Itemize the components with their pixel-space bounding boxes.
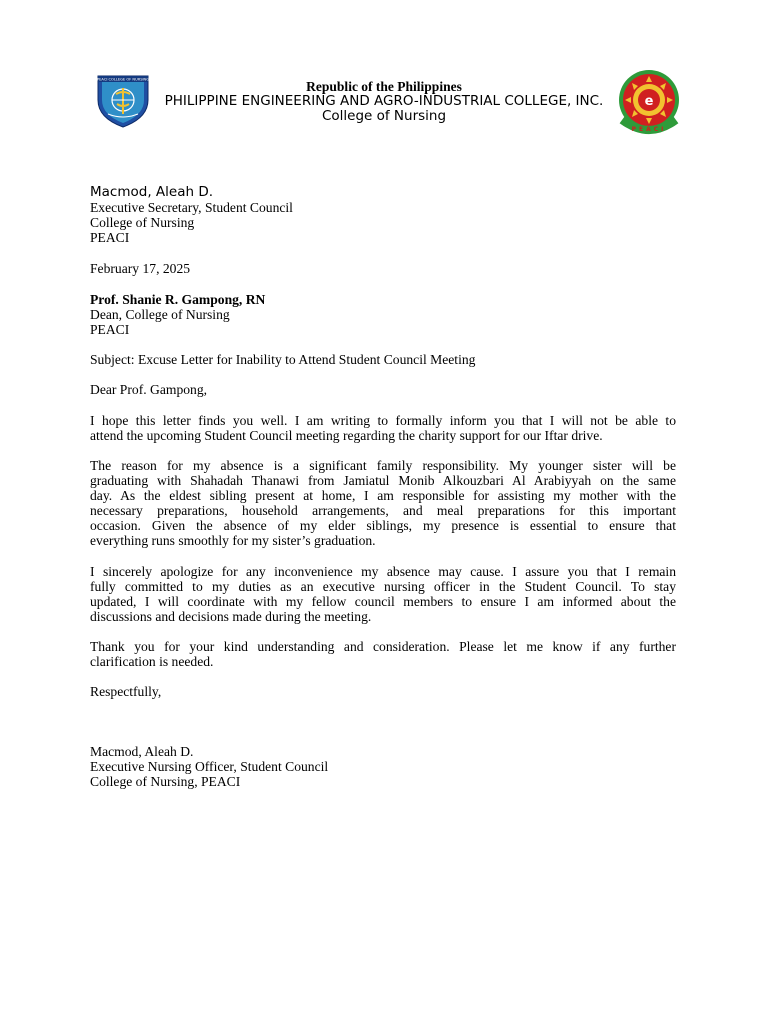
signature-title: Executive Nursing Officer, Student Council — [90, 759, 329, 774]
paragraph-line: updated, I will coordinate with my fellow council members to ensure I am informed about the — [90, 594, 676, 609]
sender-title: Executive Secretary, Student Council — [90, 200, 293, 215]
paragraph-line: graduating with Shahadah Thanawi from Jamiatul Monib Alkouzbari Al Arabiyyah on the same — [90, 473, 676, 488]
body-paragraph-2 — [90, 458, 676, 548]
paragraph-line: day. As the eldest sibling present at home, I am responsible for assisting my mother with the — [90, 488, 676, 503]
body-paragraph-3 — [90, 564, 676, 624]
seal-text: PEACI — [631, 126, 667, 133]
paragraph-line: I hope this letter finds you well. I am writing to formally inform you that I will not be able to — [90, 413, 676, 428]
letter-date: February 17, 2025 — [90, 261, 191, 276]
letterhead-country: Republic of the Philippines — [306, 79, 462, 94]
closing: Respectfully, — [90, 684, 162, 699]
recipient-title: Dean, College of Nursing — [90, 307, 230, 322]
paragraph-line: clarification is needed. — [90, 654, 214, 669]
salutation: Dear Prof. Gampong, — [90, 382, 208, 397]
signature-block — [90, 744, 676, 789]
sender-name: Macmod, Aleah D. — [90, 184, 214, 200]
paragraph-line: necessary preparations, household arrangements, and meal preparations for this important — [90, 503, 676, 518]
recipient-name: Prof. Shanie R. Gampong, RN — [90, 292, 266, 307]
body-paragraph-4 — [90, 639, 676, 669]
letterhead — [0, 79, 768, 124]
sender-department: College of Nursing — [90, 215, 195, 230]
salutation-block — [90, 382, 676, 397]
letter-date-block — [90, 261, 676, 276]
seal-text: PEACI COLLEGE OF NURSING — [96, 77, 150, 82]
paragraph-line: I sincerely apologize for any inconvenience my absence may cause. I assure you that I remain — [90, 564, 676, 579]
paragraph-line: occasion. Given the absence of my elder siblings, my presence is essential to ensure that — [90, 518, 676, 533]
sender-school: PEACI — [90, 230, 130, 245]
body-paragraph-1 — [90, 413, 676, 443]
letterhead-institution: PHILIPPINE ENGINEERING AND AGRO-INDUSTRIAL COLLEGE, INC. — [164, 93, 604, 109]
paragraph-line: The reason for my absence is a significant family responsibility. My younger sister will be — [90, 458, 676, 473]
paragraph-line: fully committed to my duties as an executive nursing officer in the Student Council. To stay — [90, 579, 676, 594]
subject-line: Subject: Excuse Letter for Inability to Attend Student Council Meeting — [90, 352, 476, 367]
letterhead-department: College of Nursing — [321, 108, 447, 124]
subject-block — [90, 352, 676, 367]
paragraph-line: Thank you for your kind understanding and consideration. Please let me know if any further — [90, 639, 676, 654]
recipient-school: PEACI — [90, 322, 130, 337]
recipient-block — [90, 292, 676, 337]
paragraph-line: discussions and decisions made during the meeting. — [90, 609, 372, 624]
signature-affiliation: College of Nursing, PEACI — [90, 774, 241, 789]
paragraph-line: everything runs smoothly for my sister’s graduation. — [90, 533, 376, 548]
sender-block — [90, 185, 676, 245]
closing-block — [90, 684, 676, 699]
paragraph-line: attend the upcoming Student Council meeting regarding the charity support for our Iftar drive. — [90, 428, 603, 443]
svg-text:e: e — [644, 94, 654, 109]
signature-name: Macmod, Aleah D. — [90, 744, 194, 759]
